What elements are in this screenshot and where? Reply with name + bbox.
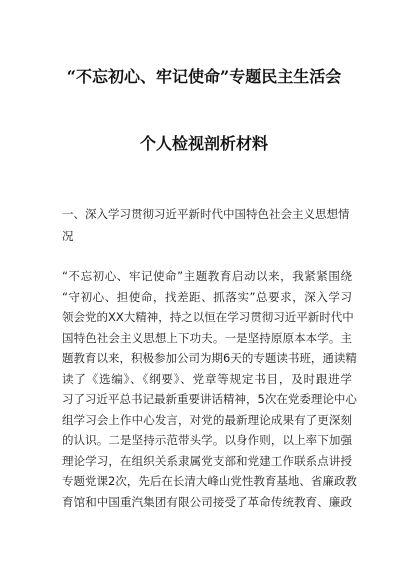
section-heading: 一、深入学习贯彻习近平新时代中国特色社会主义思想情况 [62, 207, 350, 243]
body-line: “守初心、担使命，找差距、抓落实”总要求，深入学习 [62, 289, 352, 304]
body-line: 育馆和中国重汽集团有限公司接受了革命传统教育、廉政 [62, 494, 352, 509]
body-line: 题教育以来，积极参加公司为期6天的专题读书班，通读精 [62, 351, 357, 365]
body-line: 领会党的XX大精神，持之以恒在学习贯彻习近平新时代中 [62, 310, 354, 324]
body-line: 组学习会上作中心发言，对党的最新理论成果有了更深刻 [62, 412, 352, 427]
document-title: “不忘初心、牢记使命”专题民主生活会 [66, 67, 342, 86]
body-line: “不忘初心、牢记使命”主题教育启动以来，我紧紧围绕 [62, 269, 352, 283]
body-line: 专题党课2次，先后在长清大峰山党性教育基地、省廉政教 [62, 474, 357, 488]
body-paragraph [62, 266, 357, 512]
document-subtitle: 个人检视剖析材料 [139, 134, 268, 153]
body-line: 国特色社会主义思想上下功夫。一是坚持原原本本学。主 [62, 330, 352, 345]
body-line: 读了《选编》、《纲要》、党章等规定书目，及时跟进学 [62, 371, 352, 386]
body-line: 的认识。二是坚持示范带头学。以身作则，以上率下加强 [62, 433, 352, 447]
body-line: 理论学习，在组织关系隶属党支部和党建工作联系点讲授 [62, 453, 352, 468]
body-line: 习了习近平总书记最新重要讲话精神，5次在党委理论中心 [62, 392, 357, 406]
